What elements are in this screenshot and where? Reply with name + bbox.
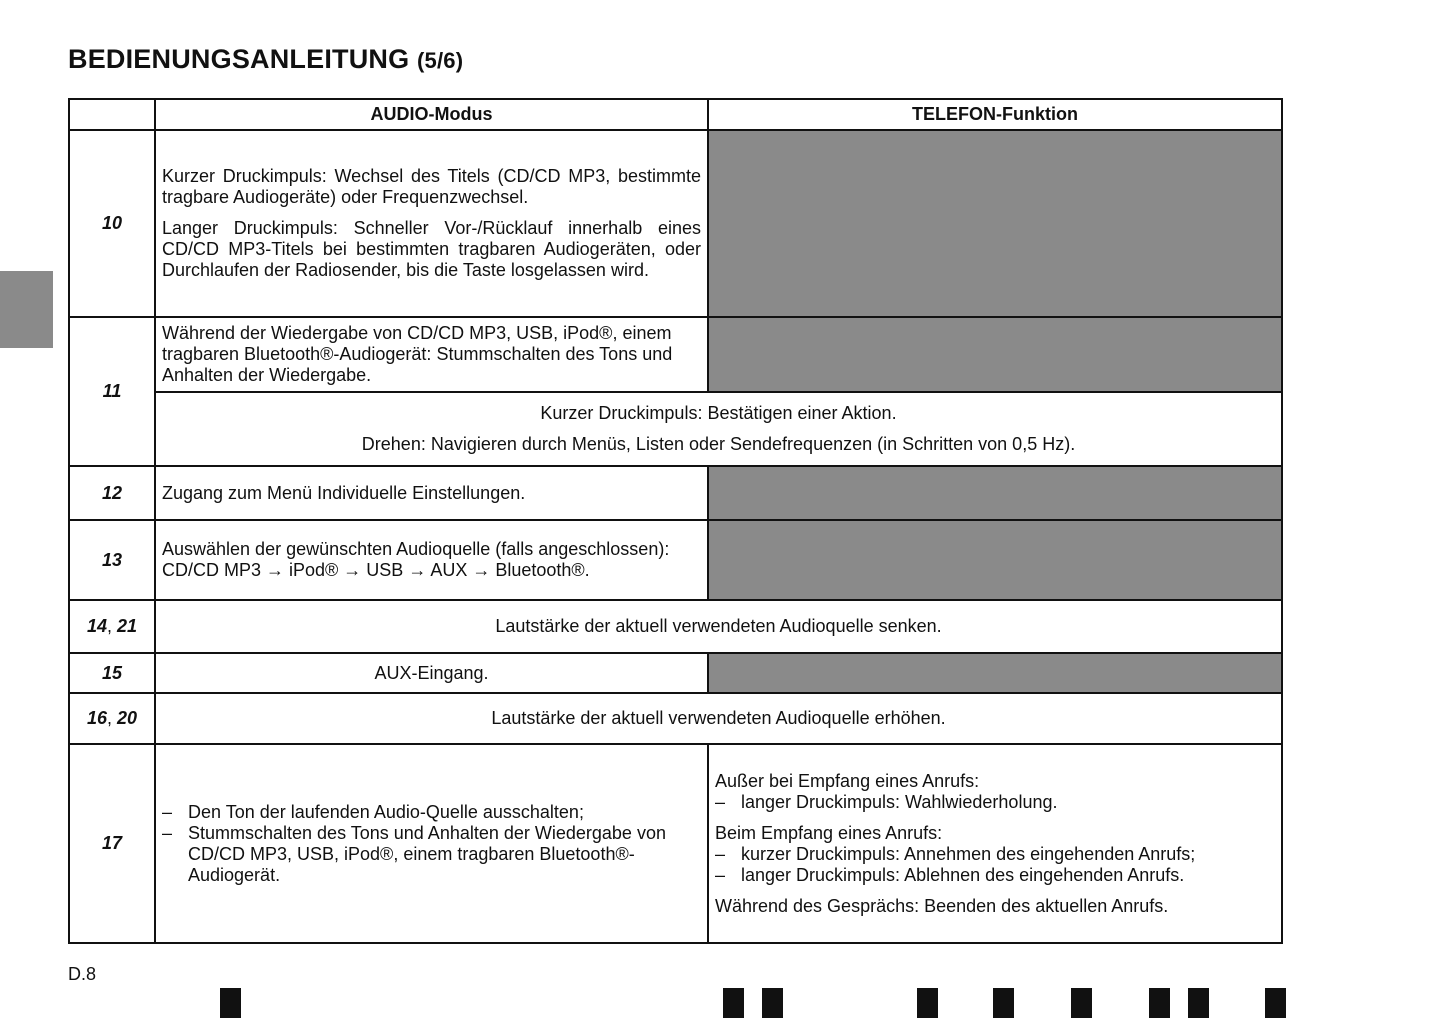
registration-mark bbox=[1149, 988, 1170, 1018]
table-row-10 bbox=[69, 130, 1282, 317]
row-number bbox=[69, 600, 155, 653]
phone-cell-empty bbox=[708, 466, 1282, 520]
table-row-15 bbox=[69, 653, 1282, 693]
table-row-11-shared bbox=[69, 392, 1282, 466]
registration-mark bbox=[1265, 988, 1286, 1018]
audio-text: Kurzer Druckimpuls: Wechsel des Titels (CD/CD MP3, bestimmte tragbare Audiogeräte) oder Frequenzwechsel. bbox=[162, 166, 701, 207]
registration-mark bbox=[917, 988, 938, 1018]
registration-mark bbox=[762, 988, 783, 1018]
audio-cell bbox=[155, 744, 708, 943]
phone-cell-empty bbox=[708, 317, 1282, 392]
list-item bbox=[715, 792, 1275, 813]
audio-cell bbox=[155, 317, 708, 392]
phone-cell bbox=[708, 744, 1282, 943]
header-number bbox=[69, 99, 155, 130]
dash-bullet: – bbox=[162, 801, 173, 822]
shared-text: Kurzer Druckimpuls: Bestätigen einer Aktion. bbox=[540, 403, 897, 423]
phone-text: langer Druckimpuls: Ablehnen des eingehenden Anrufs. bbox=[741, 864, 1185, 885]
registration-mark bbox=[1188, 988, 1209, 1018]
registration-mark bbox=[1071, 988, 1092, 1018]
shared-cell: Lautstärke der aktuell verwendeten Audioquelle senken. bbox=[155, 600, 1282, 653]
audio-cell bbox=[155, 520, 708, 600]
shared-text: Drehen: Navigieren durch Menüs, Listen oder Sendefrequenzen (in Schritten von 0,5 Hz). bbox=[361, 434, 1076, 454]
registration-mark bbox=[723, 988, 744, 1018]
phone-cell-empty bbox=[708, 653, 1282, 693]
number-separator: , bbox=[106, 708, 117, 728]
title-main: BEDIENUNGSANLEITUNG bbox=[68, 44, 410, 74]
phone-text: langer Druckimpuls: Wahlwiederholung. bbox=[741, 791, 1058, 812]
row-number: 17 bbox=[69, 744, 155, 943]
dash-bullet: – bbox=[715, 843, 726, 864]
phone-text: Während des Gesprächs: Beenden des aktuellen Anrufs. bbox=[715, 895, 1169, 916]
row-number: 15 bbox=[69, 653, 155, 693]
audio-text: Stummschalten des Tons und Anhalten der Wiedergabe von CD/CD MP3, USB, iPod®, einem tragbaren Bluetooth®-Audiogerät. bbox=[188, 822, 666, 885]
section-tab bbox=[0, 271, 53, 348]
row-number: 12 bbox=[69, 466, 155, 520]
audio-cell: AUX-Eingang. bbox=[155, 653, 708, 693]
shared-cell: Lautstärke der aktuell verwendeten Audioquelle erhöhen. bbox=[155, 693, 1282, 744]
list-item bbox=[162, 802, 701, 823]
audio-text: CD/CD MP3 → iPod® → USB → AUX → Bluetooth®. bbox=[162, 560, 590, 580]
title-part: (5/6) bbox=[417, 48, 464, 73]
shared-cell bbox=[155, 392, 1282, 466]
header-audio: AUDIO-Modus bbox=[155, 99, 708, 130]
list-item bbox=[715, 865, 1275, 886]
phone-text: kurzer Druckimpuls: Annehmen des eingehenden Anrufs; bbox=[741, 843, 1196, 864]
dash-bullet: – bbox=[715, 864, 726, 885]
list-item bbox=[715, 844, 1275, 865]
number-a: 14 bbox=[86, 616, 107, 636]
controls-table bbox=[68, 98, 1283, 944]
audio-text: Den Ton der laufenden Audio-Quelle ausschalten; bbox=[188, 801, 584, 822]
table-row-13 bbox=[69, 520, 1282, 600]
header-row bbox=[69, 99, 1282, 130]
table-row-14 bbox=[69, 600, 1282, 653]
registration-mark bbox=[220, 988, 241, 1018]
number-b: 21 bbox=[117, 616, 138, 636]
table-row-17 bbox=[69, 744, 1282, 943]
header-phone: TELEFON-Funktion bbox=[708, 99, 1282, 130]
number-separator: , bbox=[106, 616, 117, 636]
number-b: 20 bbox=[117, 708, 138, 728]
phone-cell-empty bbox=[708, 520, 1282, 600]
row-number: 10 bbox=[69, 130, 155, 317]
page-code: D.8 bbox=[68, 964, 97, 984]
row-number bbox=[69, 693, 155, 744]
audio-cell: Zugang zum Menü Individuelle Einstellungen. bbox=[155, 466, 708, 520]
page-title bbox=[68, 44, 463, 75]
row-number: 13 bbox=[69, 520, 155, 600]
dash-bullet: – bbox=[162, 822, 173, 843]
list-item bbox=[162, 823, 701, 886]
table-row-16 bbox=[69, 693, 1282, 744]
registration-mark bbox=[993, 988, 1014, 1018]
row-number: 11 bbox=[69, 317, 155, 466]
audio-text: Langer Druckimpuls: Schneller Vor-/Rücklauf innerhalb eines CD/CD MP3-Titels bei bestimmten tragbaren Audiogeräten, oder Durchlaufen der Radiosender, bis die Taste losgelassen wird. bbox=[162, 218, 701, 280]
phone-text: Außer bei Empfang eines Anrufs: bbox=[715, 770, 980, 791]
audio-text: Auswählen der gewünschten Audioquelle (falls angeschlossen): bbox=[162, 539, 670, 559]
audio-text: Während der Wiedergabe von CD/CD MP3, USB, iPod®, einem tragbaren Bluetooth®-Audiogerät: Stummschalten des Tons und Anhalten der Wiedergabe. bbox=[162, 323, 673, 385]
phone-text: Beim Empfang eines Anrufs: bbox=[715, 822, 943, 843]
dash-bullet: – bbox=[715, 791, 726, 812]
table-row-11 bbox=[69, 317, 1282, 392]
table-row-12 bbox=[69, 466, 1282, 520]
number-a: 16 bbox=[86, 708, 107, 728]
audio-cell bbox=[155, 130, 708, 317]
phone-cell-empty bbox=[708, 130, 1282, 317]
